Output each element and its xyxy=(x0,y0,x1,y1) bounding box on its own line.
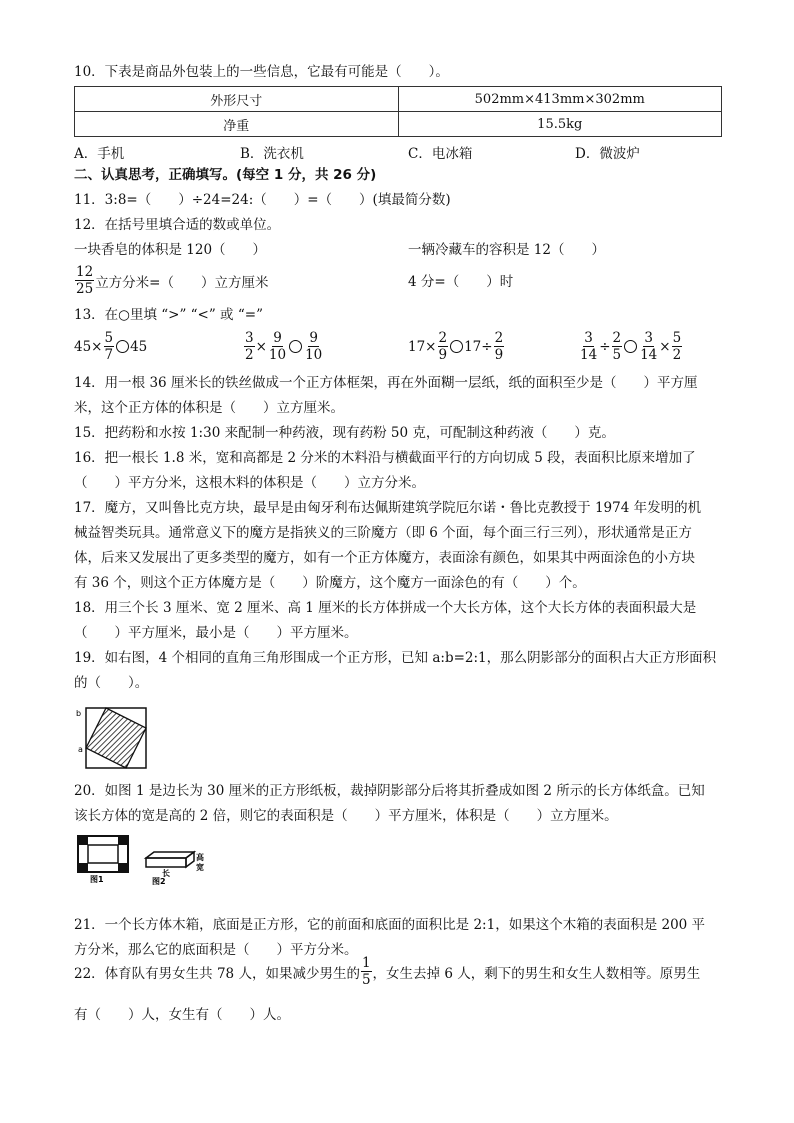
table-row xyxy=(75,87,722,112)
denominator: 25 xyxy=(76,281,94,297)
expr-text: 45× xyxy=(74,338,103,355)
figure-2-label: 图2 xyxy=(152,877,166,886)
denominator: 9 xyxy=(438,347,448,363)
question-12b: 一辆冷藏车的容积是 12（ ） xyxy=(408,242,605,258)
operator: × xyxy=(659,338,671,355)
numerator: 2 xyxy=(612,330,622,346)
question-17-line2: 械益智类玩具。通常意义下的魔方是指狭义的三阶魔方（即 6 个面，每个面三行三列），形状通常是正方 xyxy=(74,525,692,541)
question-19-line2: 的（ ）。 xyxy=(74,675,149,691)
comparison-3 xyxy=(408,330,505,363)
comparison-4 xyxy=(578,330,683,363)
option-c: C．电冰箱 xyxy=(408,146,473,162)
question-17-line4: 有 36 个，则这个正方体魔方是（ ）阶魔方，这个魔方一面涂色的有（ ）个。 xyxy=(74,575,586,591)
width-label: 宽 xyxy=(196,863,204,872)
numerator: 9 xyxy=(309,330,318,346)
question-18-line1: 18．用三个长 3 厘米、宽 2 厘米、高 1 厘米的长方体拼成一个大长方体，这个大长方体的表面积最大是 xyxy=(74,600,697,616)
answer-circle[interactable] xyxy=(624,340,637,353)
question-20-line1: 20．如图 1 是边长为 30 厘米的正方形纸板，裁掉阴影部分后将其折叠成如图 2 所示的长方体纸盒。已知 xyxy=(74,783,705,799)
fraction xyxy=(268,330,287,363)
question-22-post: ，女生去掉 6 人，剩下的男生和女生人数相等。原男生 xyxy=(372,965,701,982)
numerator: 12 xyxy=(76,264,94,280)
numerator: 1 xyxy=(361,955,371,971)
denominator: 14 xyxy=(640,347,658,363)
numerator: 3 xyxy=(245,330,254,346)
answer-circle[interactable] xyxy=(289,340,302,353)
fraction xyxy=(639,330,658,363)
question-22-pre: 22．体育队有男女生共 78 人，如果减少男生的 xyxy=(74,965,360,982)
table-cell-value: 15.5kg xyxy=(398,112,722,137)
question-14-line2: 米，这个正方体的体积是（ ）立方厘米。 xyxy=(74,400,344,416)
denominator: 10 xyxy=(305,347,323,363)
numerator: 2 xyxy=(494,330,504,346)
section-title: 二、认真思考，正确填写。(每空 1 分，共 26 分) xyxy=(74,167,377,183)
figure-1-net xyxy=(78,836,128,872)
question-17-line1: 17．魔方，又叫鲁比克方块，最早是由匈牙利布达佩斯建筑学院厄尔诺・鲁比克教授于 1974 年发明的机 xyxy=(74,500,702,516)
comparison-2 xyxy=(243,330,324,363)
question-12d: 4 分=（ ）时 xyxy=(408,274,514,290)
fraction xyxy=(612,330,623,363)
numerator: 5 xyxy=(104,330,114,346)
comparison-1 xyxy=(74,330,147,363)
option-b: B．洗衣机 xyxy=(240,146,304,162)
answer-circle[interactable] xyxy=(116,340,129,353)
fraction xyxy=(361,955,372,988)
denominator: 7 xyxy=(104,347,114,363)
operator: ÷ xyxy=(599,338,611,355)
option-d: D．微波炉 xyxy=(575,146,640,162)
question-22-line2: 有（ ）人，女生有（ ）人。 xyxy=(74,1007,290,1023)
question-10: 10．下表是商品外包装上的一些信息，它最有可能是（ ）。 xyxy=(74,64,449,80)
question-19-line1: 19．如右图，4 个相同的直角三角形围成一个正方形，已知 a:b=2:1，那么阴影部分的面积占大正方形面积 xyxy=(74,650,717,666)
denominator: 5 xyxy=(612,347,622,363)
question-14-line1: 14．用一根 36 厘米长的铁丝做成一个正方体框架，再在外面糊一层纸，纸的面积至少是（ ）平方厘 xyxy=(74,375,698,391)
length-label: 长 xyxy=(162,869,170,878)
fraction xyxy=(104,330,115,363)
height-label: 高 xyxy=(196,853,204,862)
fraction xyxy=(438,330,449,363)
box-net-figures xyxy=(76,834,226,884)
question-22-line1 xyxy=(74,955,700,988)
question-12: 12．在括号里填合适的数或单位。 xyxy=(74,217,281,233)
question-21-line2: 方分米，那么它的底面积是（ ）平方分米。 xyxy=(74,942,358,958)
fraction xyxy=(494,330,505,363)
numerator: 2 xyxy=(438,330,448,346)
table-row xyxy=(75,112,722,137)
fraction xyxy=(304,330,323,363)
denominator: 9 xyxy=(494,347,504,363)
table-cell-value: 502mm×413mm×302mm xyxy=(398,87,722,112)
answer-circle[interactable] xyxy=(450,340,463,353)
package-info-table xyxy=(74,86,722,137)
question-13: 13．在○里填 “>” “<” 或 “=” xyxy=(74,307,263,323)
denominator: 14 xyxy=(580,347,598,363)
denominator: 5 xyxy=(361,972,371,988)
question-12a: 一块香皂的体积是 120（ ） xyxy=(74,242,267,258)
expr-text: 45 xyxy=(130,338,148,355)
fraction xyxy=(244,330,255,363)
denominator: 2 xyxy=(245,347,254,363)
question-16-line1: 16．把一根长 1.8 米，宽和高都是 2 分米的木料沿与横截面平行的方向切成 5 段，表面积比原来增加了 xyxy=(74,450,696,466)
label-a: a xyxy=(78,745,83,754)
figure-2-box xyxy=(146,852,194,867)
fraction xyxy=(75,264,94,297)
table-cell-label: 净重 xyxy=(75,112,399,137)
option-a: A．手机 xyxy=(74,146,125,162)
question-18-line2: （ ）平方厘米，最小是（ ）平方厘米。 xyxy=(74,625,358,641)
question-21-line1: 21．一个长方体木箱，底面是正方形，它的前面和底面的面积比是 2:1，如果这个木箱的表面积是 200 平 xyxy=(74,917,706,933)
question-11: 11．3:8=（ ）÷24=24:（ ）=（ ）(填最简分数) xyxy=(74,192,451,208)
question-17-line3: 体，后来又发展出了更多类型的魔方，如有一个正方体魔方，表面涂有颜色，如果其中两面涂色的小方块 xyxy=(74,550,695,566)
expr-text: 17× xyxy=(408,338,437,355)
question-20-line2: 该长方体的宽是高的 2 倍，则它的表面积是（ ）平方厘米，体积是（ ）立方厘米。 xyxy=(74,808,618,824)
operator: × xyxy=(255,338,267,355)
square-figure xyxy=(76,702,156,772)
figure-1-label: 图1 xyxy=(90,875,104,884)
fraction xyxy=(579,330,598,363)
table-cell-label: 外形尺寸 xyxy=(75,87,399,112)
denominator: 10 xyxy=(268,347,287,363)
question-16-line2: （ ）平方分米，这根木料的体积是（ ）立方分米。 xyxy=(74,475,425,491)
label-b: b xyxy=(76,709,82,718)
numerator: 3 xyxy=(644,330,653,346)
question-12c xyxy=(74,264,269,297)
numerator: 9 xyxy=(273,330,282,346)
numerator: 3 xyxy=(584,330,593,346)
question-12c-text: 立方分米=（ ）立方厘米 xyxy=(95,274,269,291)
fraction xyxy=(672,330,683,363)
numerator: 5 xyxy=(672,330,682,346)
question-15: 15．把药粉和水按 1:30 来配制一种药液，现有药粉 50 克，可配制这种药液（ ）克。 xyxy=(74,425,615,441)
expr-text: 17÷ xyxy=(464,338,493,355)
denominator: 2 xyxy=(672,347,682,363)
